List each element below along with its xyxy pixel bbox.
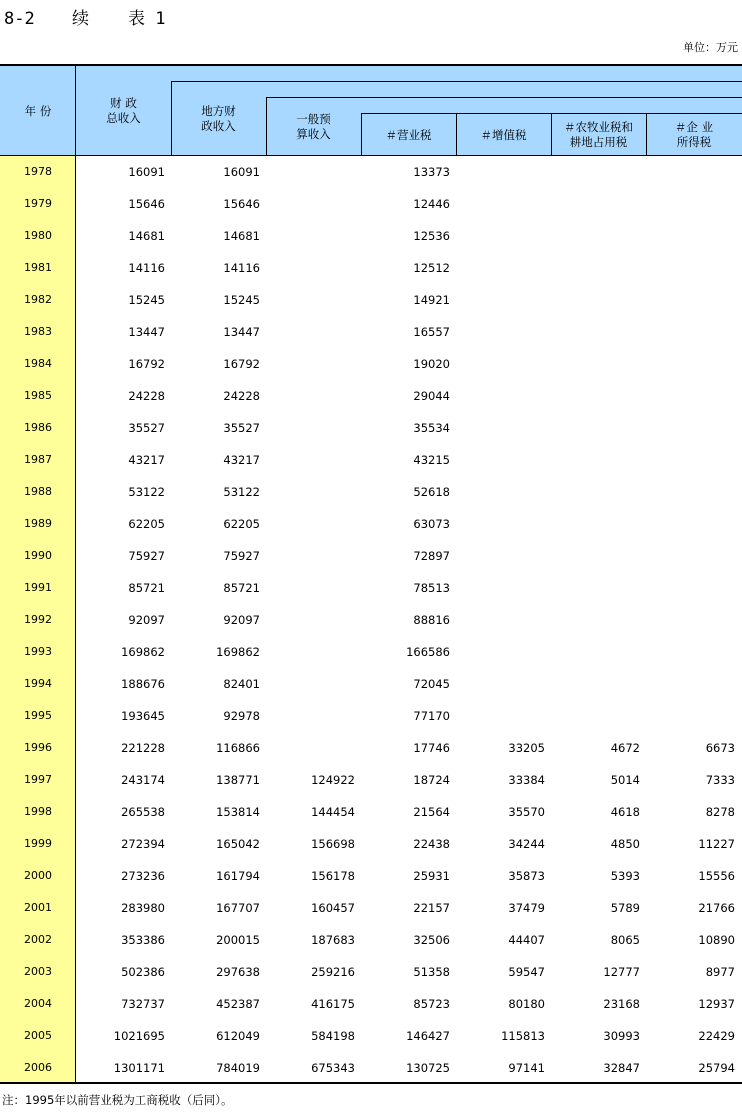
year-cell: 1997 (24, 773, 52, 786)
total-revenue-cell: 14681 (128, 229, 165, 243)
total-revenue-cell: 283980 (121, 901, 165, 915)
local-revenue-cell: 138771 (216, 773, 260, 787)
business-tax-cell: 12512 (413, 261, 450, 275)
year-cell: 2003 (24, 965, 52, 978)
year-cell: 1996 (24, 741, 52, 754)
year-cell: 1981 (24, 261, 52, 274)
table-row (0, 636, 742, 668)
agri-tax-cell: 5014 (610, 773, 640, 787)
business-tax-cell: 146427 (406, 1029, 450, 1043)
vat-cell: 35570 (508, 805, 545, 819)
local-revenue-cell: 161794 (216, 869, 260, 883)
unit-label: 单位：万元 (683, 41, 738, 54)
business-tax-cell: 166586 (406, 645, 450, 659)
corp-tax-cell: 12937 (698, 997, 735, 1011)
table-row (0, 956, 742, 988)
table-row (0, 828, 742, 860)
table-row (0, 220, 742, 252)
header-general-budget: 一般预 算收入 (296, 112, 331, 141)
table-row (0, 156, 742, 188)
year-cell: 1979 (24, 197, 52, 210)
general-budget-cell: 584198 (311, 1029, 355, 1043)
vat-cell: 44407 (508, 933, 545, 947)
year-cell: 1987 (24, 453, 52, 466)
table-row (0, 604, 742, 636)
vat-cell: 33205 (508, 741, 545, 755)
corp-tax-cell: 10890 (698, 933, 735, 947)
corp-tax-cell: 6673 (705, 741, 735, 755)
year-cell: 2005 (24, 1029, 52, 1042)
total-revenue-cell: 1301171 (113, 1061, 165, 1075)
header-vat: ＃增值税 (480, 127, 527, 142)
table-row (0, 476, 742, 508)
business-tax-cell: 72897 (413, 549, 450, 563)
local-revenue-cell: 612049 (216, 1029, 260, 1043)
business-tax-cell: 22438 (413, 837, 450, 851)
total-revenue-cell: 243174 (121, 773, 165, 787)
business-tax-cell: 51358 (413, 965, 450, 979)
business-tax-cell: 18724 (413, 773, 450, 787)
table-row (0, 764, 742, 796)
local-revenue-cell: 92978 (223, 709, 260, 723)
header-divider (646, 113, 647, 156)
table-row (0, 508, 742, 540)
total-revenue-cell: 53122 (128, 485, 165, 499)
year-cell: 1986 (24, 421, 52, 434)
table-row (0, 540, 742, 572)
year-cell: 1984 (24, 357, 52, 370)
general-budget-cell: 144454 (311, 805, 355, 819)
header-business-tax: ＃营业税 (385, 127, 432, 142)
general-budget-cell: 160457 (311, 901, 355, 915)
header-divider (551, 113, 552, 156)
total-revenue-cell: 15245 (128, 293, 165, 307)
general-budget-cell: 124922 (311, 773, 355, 787)
business-tax-cell: 14921 (413, 293, 450, 307)
total-revenue-cell: 502386 (121, 965, 165, 979)
year-cell: 2006 (24, 1061, 52, 1074)
general-budget-cell: 156178 (311, 869, 355, 883)
corp-tax-cell: 15556 (698, 869, 735, 883)
header-divider (361, 113, 362, 156)
year-cell: 1990 (24, 549, 52, 562)
total-revenue-cell: 193645 (121, 709, 165, 723)
agri-tax-cell: 4672 (610, 741, 640, 755)
table-code: 8-2 (4, 9, 35, 29)
total-revenue-cell: 273236 (121, 869, 165, 883)
local-revenue-cell: 784019 (216, 1061, 260, 1075)
vat-cell: 115813 (501, 1029, 545, 1043)
year-cell: 1985 (24, 389, 52, 402)
business-tax-cell: 78513 (413, 581, 450, 595)
year-cell: 1998 (24, 805, 52, 818)
agri-tax-cell: 32847 (603, 1061, 640, 1075)
total-revenue-cell: 85721 (128, 581, 165, 595)
vat-cell: 97141 (508, 1061, 545, 1075)
general-budget-cell: 156698 (311, 837, 355, 851)
table-row (0, 348, 742, 380)
business-tax-cell: 35534 (413, 421, 450, 435)
vat-cell: 34244 (508, 837, 545, 851)
page-title (4, 4, 165, 34)
business-tax-cell: 72045 (413, 677, 450, 691)
year-cell: 2001 (24, 901, 52, 914)
local-revenue-cell: 15646 (223, 197, 260, 211)
corp-tax-cell: 22429 (698, 1029, 735, 1043)
corp-tax-cell: 11227 (698, 837, 735, 851)
table-row (0, 444, 742, 476)
year-cell: 1989 (24, 517, 52, 530)
year-cell: 1995 (24, 709, 52, 722)
local-revenue-cell: 116866 (216, 741, 260, 755)
business-tax-cell: 16557 (413, 325, 450, 339)
local-revenue-cell: 85721 (223, 581, 260, 595)
year-cell: 1999 (24, 837, 52, 850)
local-revenue-cell: 43217 (223, 453, 260, 467)
table-header (0, 66, 742, 156)
table-row (0, 1020, 742, 1052)
business-tax-cell: 32506 (413, 933, 450, 947)
business-tax-cell: 88816 (413, 613, 450, 627)
vat-cell: 80180 (508, 997, 545, 1011)
table-row (0, 1052, 742, 1084)
table-row (0, 700, 742, 732)
header-year: 年 份 (24, 103, 52, 118)
local-revenue-cell: 14116 (223, 261, 260, 275)
agri-tax-cell: 12777 (603, 965, 640, 979)
table-row (0, 796, 742, 828)
agri-tax-cell: 4850 (610, 837, 640, 851)
local-revenue-cell: 14681 (223, 229, 260, 243)
corp-tax-cell: 8977 (705, 965, 735, 979)
year-cell: 2000 (24, 869, 52, 882)
header-local-revenue: 地方财 政收入 (201, 104, 236, 133)
total-revenue-cell: 265538 (121, 805, 165, 819)
total-revenue-cell: 14116 (128, 261, 165, 275)
header-total-revenue: 财 政 总收入 (106, 96, 141, 125)
total-revenue-cell: 732737 (121, 997, 165, 1011)
local-revenue-cell: 165042 (216, 837, 260, 851)
total-revenue-cell: 16091 (128, 165, 165, 179)
total-revenue-cell: 272394 (121, 837, 165, 851)
local-revenue-cell: 13447 (223, 325, 260, 339)
agri-tax-cell: 5789 (610, 901, 640, 915)
total-revenue-cell: 24228 (128, 389, 165, 403)
total-revenue-cell: 188676 (121, 677, 165, 691)
general-budget-cell: 259216 (311, 965, 355, 979)
year-cell: 1978 (24, 165, 52, 178)
local-revenue-cell: 169862 (216, 645, 260, 659)
table-bottom-rule (0, 1082, 742, 1084)
agri-tax-cell: 8065 (610, 933, 640, 947)
local-revenue-cell: 15245 (223, 293, 260, 307)
local-revenue-cell: 75927 (223, 549, 260, 563)
total-revenue-cell: 16792 (128, 357, 165, 371)
local-revenue-cell: 92097 (223, 613, 260, 627)
business-tax-cell: 21564 (413, 805, 450, 819)
business-tax-cell: 130725 (406, 1061, 450, 1075)
agri-tax-cell: 23168 (603, 997, 640, 1011)
header-corp-tax: ＃企 业 所得税 (674, 120, 714, 149)
year-cell: 1980 (24, 229, 52, 242)
year-cell: 1994 (24, 677, 52, 690)
local-revenue-cell: 62205 (223, 517, 260, 531)
business-tax-cell: 17746 (413, 741, 450, 755)
business-tax-cell: 52618 (413, 485, 450, 499)
local-revenue-cell: 16091 (223, 165, 260, 179)
corp-tax-cell: 8278 (705, 805, 735, 819)
year-cell: 2002 (24, 933, 52, 946)
vat-cell: 33384 (508, 773, 545, 787)
general-budget-cell: 187683 (311, 933, 355, 947)
table-row (0, 988, 742, 1020)
footnote: 注：1995年以前营业税为工商税收（后同）。 (2, 1093, 233, 1107)
corp-tax-cell: 25794 (698, 1061, 735, 1075)
table-row (0, 892, 742, 924)
total-revenue-cell: 75927 (128, 549, 165, 563)
table-row (0, 860, 742, 892)
vat-cell: 59547 (508, 965, 545, 979)
total-revenue-cell: 1021695 (113, 1029, 165, 1043)
header-agri-tax: ＃农牧业税和 耕地占用税 (564, 120, 633, 149)
table-row (0, 732, 742, 764)
business-tax-cell: 22157 (413, 901, 450, 915)
business-tax-cell: 19020 (413, 357, 450, 371)
total-revenue-cell: 35527 (128, 421, 165, 435)
business-tax-cell: 13373 (413, 165, 450, 179)
local-revenue-cell: 24228 (223, 389, 260, 403)
agri-tax-cell: 30993 (603, 1029, 640, 1043)
table-row (0, 284, 742, 316)
header-divider (171, 81, 742, 82)
header-divider (266, 97, 742, 98)
business-tax-cell: 12446 (413, 197, 450, 211)
local-revenue-cell: 153814 (216, 805, 260, 819)
table-row (0, 572, 742, 604)
table-row (0, 924, 742, 956)
table-number: 表 1 (128, 9, 166, 29)
year-cell: 1992 (24, 613, 52, 626)
year-cell: 1991 (24, 581, 52, 594)
business-tax-cell: 85723 (413, 997, 450, 1011)
header-divider (171, 81, 172, 156)
total-revenue-cell: 353386 (121, 933, 165, 947)
general-budget-cell: 675343 (311, 1061, 355, 1075)
table-row (0, 412, 742, 444)
total-revenue-cell: 43217 (128, 453, 165, 467)
total-revenue-cell: 169862 (121, 645, 165, 659)
total-revenue-cell: 62205 (128, 517, 165, 531)
business-tax-cell: 43215 (413, 453, 450, 467)
table-row (0, 668, 742, 700)
local-revenue-cell: 200015 (216, 933, 260, 947)
business-tax-cell: 12536 (413, 229, 450, 243)
corp-tax-cell: 21766 (698, 901, 735, 915)
header-divider (266, 97, 267, 156)
local-revenue-cell: 53122 (223, 485, 260, 499)
local-revenue-cell: 82401 (223, 677, 260, 691)
year-cell: 1993 (24, 645, 52, 658)
table-row (0, 316, 742, 348)
vat-cell: 35873 (508, 869, 545, 883)
business-tax-cell: 77170 (413, 709, 450, 723)
total-revenue-cell: 15646 (128, 197, 165, 211)
local-revenue-cell: 452387 (216, 997, 260, 1011)
agri-tax-cell: 5393 (610, 869, 640, 883)
continued-label: 续 (72, 9, 89, 29)
local-revenue-cell: 167707 (216, 901, 260, 915)
year-cell: 1983 (24, 325, 52, 338)
header-divider (75, 66, 76, 156)
total-revenue-cell: 13447 (128, 325, 165, 339)
local-revenue-cell: 16792 (223, 357, 260, 371)
business-tax-cell: 63073 (413, 517, 450, 531)
agri-tax-cell: 4618 (610, 805, 640, 819)
business-tax-cell: 29044 (413, 389, 450, 403)
header-divider (456, 113, 457, 156)
local-revenue-cell: 35527 (223, 421, 260, 435)
vat-cell: 37479 (508, 901, 545, 915)
general-budget-cell: 416175 (311, 997, 355, 1011)
table-row (0, 380, 742, 412)
total-revenue-cell: 221228 (121, 741, 165, 755)
year-cell: 1988 (24, 485, 52, 498)
year-cell: 2004 (24, 997, 52, 1010)
local-revenue-cell: 297638 (216, 965, 260, 979)
total-revenue-cell: 92097 (128, 613, 165, 627)
table-row (0, 188, 742, 220)
corp-tax-cell: 7333 (705, 773, 735, 787)
table-row (0, 252, 742, 284)
year-cell: 1982 (24, 293, 52, 306)
business-tax-cell: 25931 (413, 869, 450, 883)
